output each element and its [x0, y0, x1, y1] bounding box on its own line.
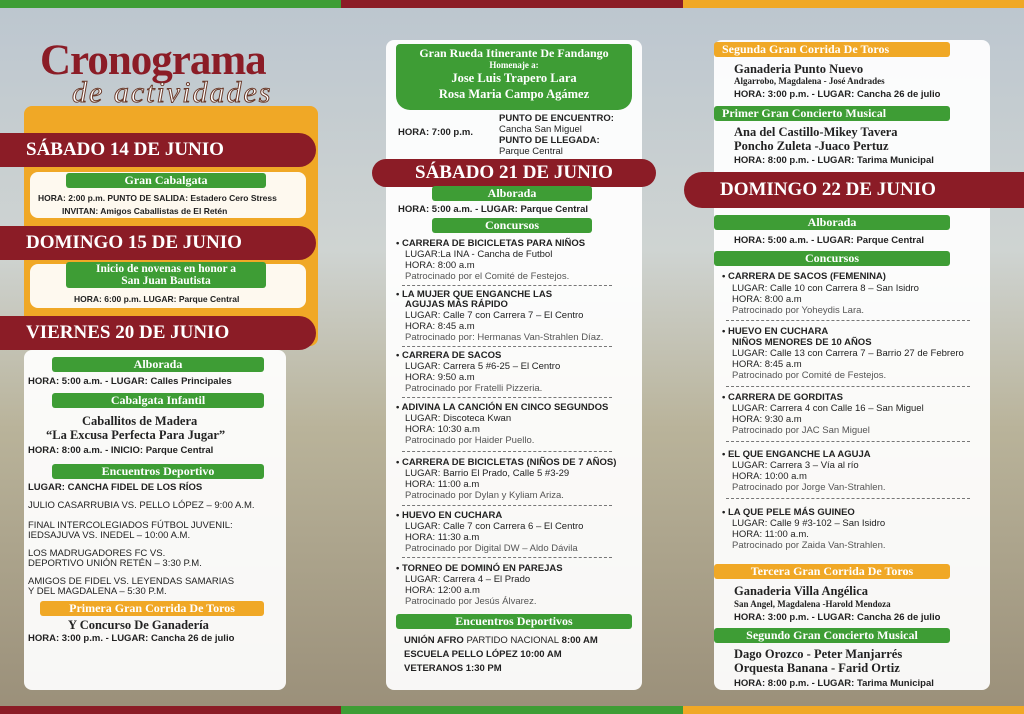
contest-hora: HORA: 10:30 a.m [405, 424, 480, 435]
divider [726, 441, 970, 442]
tercera-corrida-label: Tercera Gran Corrida De Toros [714, 564, 950, 579]
alborada-line-dom22: HORA: 5:00 a.m. - LUGAR: Parque Central [734, 235, 925, 246]
contest-title: • HUEVO EN CUCHARA [722, 326, 829, 337]
contest-hora: HORA: 10:00 a.m [732, 471, 807, 482]
alborada-label-dom22: Alborada [714, 215, 950, 230]
contest-title-2: NIÑOS MENORES DE 10 AÑOS [732, 337, 872, 348]
match-3b: DEPORTIVO UNIÓN RETÉN – 3:30 P.M. [28, 558, 202, 569]
divider [726, 320, 970, 321]
concursos-label-sab21: Concursos [432, 218, 592, 233]
divider [402, 557, 612, 558]
contest-sponsor: Patrocinado por Dylan y Kyliam Ariza. [405, 490, 564, 501]
contest-lugar: LUGAR:La INA - Cancha de Futbol [405, 249, 553, 260]
concursos-label-dom22: Concursos [714, 251, 950, 266]
contest-sponsor: Patrocinado por: Hermanas Van-Strahlen Díaz. [405, 332, 604, 343]
contest-sponsor: Patrocinado por Jesús Álvarez. [405, 596, 537, 607]
rueda-honoree-2: Rosa Maria Campo Agámez [438, 87, 590, 101]
divider [726, 498, 970, 499]
cabalgata-infantil-line: HORA: 8:00 a.m. - INICIO: Parque Central [28, 445, 214, 456]
deportivo-time: 8:00 AM [561, 635, 598, 646]
contest-sponsor: Patrocinado por Zaida Van-Strahlen. [732, 540, 886, 551]
alborada-line-sab21: HORA: 5:00 a.m. - LUGAR: Parque Central [398, 204, 589, 215]
contest-lugar: LUGAR: Calle 13 con Carrera 7 – Barrio 27 de Febrero [732, 348, 964, 359]
contest-title-2: AGUJAS MÁS RÁPIDO [405, 299, 508, 310]
rueda-llegada-label: PUNTO DE LLEGADA: [499, 135, 600, 146]
contest-lugar: LUGAR: Carrera 5 #6-25 – El Centro [405, 361, 561, 372]
contest-sponsor: Patrocinado por Comité de Festejos. [732, 370, 887, 381]
alborada-line-vie20: HORA: 5:00 a.m. - LUGAR: Calles Principales [28, 376, 232, 387]
contest-sponsor: Patrocinado por JAC San Miguel [732, 425, 870, 436]
concierto2-label: Segundo Gran Concierto Musical [714, 628, 950, 643]
contest-lugar: LUGAR: Barrio El Prado, Calle 5 #3-29 [405, 468, 570, 479]
contest-title: • CARRERA DE BICICLETAS (NIÑOS DE 7 AÑOS) [396, 457, 617, 468]
alborada-label-sab21: Alborada [432, 186, 592, 201]
rueda-encuentro-label: PUNTO DE ENCUENTRO: [499, 113, 614, 124]
match-4a: AMIGOS DE FIDEL VS. LEYENDAS SAMARIAS [28, 576, 235, 587]
rueda-llegada-value: Parque Central [499, 146, 563, 157]
contest-lugar: LUGAR: Calle 10 con Carrera 8 – San Isidro [732, 283, 919, 294]
rueda-title: Gran Rueda Itinerante De Fandango [419, 46, 609, 60]
encuentros-label: Encuentros Deportivo [52, 464, 264, 479]
divider [726, 386, 970, 387]
novenas-label [66, 262, 266, 288]
contest-title: • CARRERA DE SACOS [396, 350, 502, 361]
contest-lugar: LUGAR: Calle 7 con Carrera 6 – El Centro [405, 521, 584, 532]
contest-hora: HORA: 11:00 a.m [405, 479, 480, 490]
contest-lugar: LUGAR: Carrera 4 con Calle 16 – San Miguel [732, 403, 924, 414]
tercera-corrida-name: Ganaderia Villa Angélica [734, 584, 869, 598]
concierto1-line: HORA: 8:00 p.m. - LUGAR: Tarima Municipal [734, 155, 934, 166]
divider [402, 285, 612, 286]
contest-sponsor: Patrocinado por Digital DW – Aldo Dávila [405, 543, 578, 554]
primera-corrida-label: Primera Gran Corrida De Toros [40, 601, 264, 616]
match-2b: IEDSAJUVA VS. INEDEL – 10:00 A.M. [28, 530, 191, 541]
day-banner-dom15: DOMINGO 15 DE JUNIO [0, 226, 316, 260]
deportivo-match-1 [404, 635, 598, 646]
segunda-corrida-line: HORA: 3:00 p.m. - LUGAR: Cancha 26 de julio [734, 89, 941, 100]
contest-sponsor: Patrocinado por el Comité de Festejos. [405, 271, 570, 282]
match-3a: LOS MADRUGADORES FC VS. [28, 548, 166, 559]
contest-title: • ADIVINA LA CANCIÓN EN CINCO SEGUNDOS [396, 402, 609, 413]
encuentros-deportivos-label: Encuentros Deportivos [396, 614, 632, 629]
cabalgata-label: Gran Cabalgata [66, 173, 266, 188]
contest-title: • CARRERA DE SACOS (FEMENINA) [722, 271, 886, 282]
segunda-corrida-origin: Algarrobo, Magdalena - José Andrades [734, 76, 885, 86]
novenas-label-line1: Inicio de novenas en honor a [95, 263, 237, 275]
day-banner-vie20: VIERNES 20 DE JUNIO [0, 316, 316, 350]
contest-hora: HORA: 12:00 a.m [405, 585, 480, 596]
contest-hora: HORA: 8:00 a.m [732, 294, 802, 305]
tercera-corrida-line: HORA: 3:00 p.m. - LUGAR: Cancha 26 de julio [734, 612, 941, 623]
concierto1-artists-2: Poncho Zuleta -Juaco Pertuz [734, 139, 889, 153]
divider [402, 505, 612, 506]
day-banner-sab21: SÁBADO 21 DE JUNIO [372, 159, 656, 187]
contest-hora: HORA: 11:00 a.m. [732, 529, 809, 540]
contest-hora: HORA: 8:45 a.m [732, 359, 802, 370]
contest-hora: HORA: 9:50 a.m [405, 372, 475, 383]
deportivo-match-2: ESCUELA PELLO LÓPEZ 10:00 AM [404, 649, 562, 660]
contest-hora: HORA: 8:45 a.m [405, 321, 475, 332]
contest-sponsor: Patrocinado por Yoheydis Lara. [732, 305, 865, 316]
novenas-line1: HORA: 6:00 p.m. LUGAR: Parque Central [74, 294, 240, 304]
rueda-honoree-1: Jose Luis Trapero Lara [451, 71, 577, 85]
segunda-corrida-name: Ganaderia Punto Nuevo [734, 62, 864, 76]
contest-title: • EL QUE ENGANCHE LA AGUJA [722, 449, 871, 460]
contest-title: • TORNEO DE DOMINÓ EN PAREJAS [396, 563, 563, 574]
concierto2-artists-2: Orquesta Banana - Farid Ortiz [734, 661, 900, 675]
rueda-encuentro-value: Cancha San Miguel [499, 124, 582, 135]
page-title: Cronograma [40, 37, 266, 84]
top-color-bar [0, 0, 1024, 8]
match-4b: Y DEL MAGDALENA – 5:30 P.M. [28, 586, 167, 597]
deportivo-team-b: PARTIDO NACIONAL [466, 635, 560, 646]
cabalgata-line1: HORA: 2:00 p.m. PUNTO DE SALIDA: Estadero Cero Stress [38, 193, 277, 203]
primera-corrida-name: Y Concurso De Ganadería [68, 618, 209, 632]
contest-lugar: LUGAR: Carrera 3 – Vía al río [732, 460, 859, 471]
contest-sponsor: Patrocinado por Fratelli Pizzeria. [405, 383, 543, 394]
divider [402, 397, 612, 398]
contest-sponsor: Patrocinado por Haider Puello. [405, 435, 535, 446]
match-2a: FINAL INTERCOLEGIADOS FÚTBOL JUVENIL: [28, 520, 233, 531]
contest-lugar: LUGAR: Carrera 4 – El Prado [405, 574, 531, 585]
contest-hora: HORA: 8:00 a.m [405, 260, 475, 271]
contest-lugar: LUGAR: Calle 9 #3-102 – San Isidro [732, 518, 886, 529]
contest-title: • CARRERA DE GORDITAS [722, 392, 844, 403]
contest-title: • HUEVO EN CUCHARA [396, 510, 503, 521]
contest-hora: HORA: 9:30 a.m [732, 414, 802, 425]
day-banner-sab14: SÁBADO 14 DE JUNIO [0, 133, 316, 167]
page-subtitle: de actividades [72, 76, 273, 109]
divider [402, 451, 612, 452]
cabalgata-infantil-label: Cabalgata Infantil [52, 393, 264, 408]
deportivo-match-3: VETERANOS 1:30 PM [404, 663, 502, 674]
alborada-label-vie20: Alborada [52, 357, 264, 372]
concierto1-artists-1: Ana del Castillo-Mikey Tavera [734, 125, 898, 139]
rueda-homenaje: Homenaje a: [489, 60, 539, 70]
contest-title: • LA MUJER QUE ENGANCHE LAS [396, 289, 553, 300]
rueda-card [396, 44, 632, 110]
day-banner-dom22: DOMINGO 22 DE JUNIO [684, 172, 1024, 208]
segunda-corrida-label: Segunda Gran Corrida De Toros [714, 42, 950, 57]
rueda-hora: HORA: 7:00 p.m. [398, 127, 473, 138]
contest-hora: HORA: 11:30 a.m [405, 532, 480, 543]
cabalgata-line2: INVITAN: Amigos Caballistas de El Retén [62, 206, 228, 216]
contest-title: • CARRERA DE BICICLETAS PARA NIÑOS [396, 238, 586, 249]
contest-sponsor: Patrocinado por Jorge Van-Strahlen. [732, 482, 886, 493]
caballitos-slogan: “La Excusa Perfecta Para Jugar” [46, 428, 226, 442]
concierto1-label: Primer Gran Concierto Musical [714, 106, 950, 121]
match-1: JULIO CASARRUBIA VS. PELLO LÓPEZ – 9:00 A.M. [28, 500, 255, 511]
novenas-label-line2: San Juan Bautista [121, 275, 211, 287]
contest-title: • LA QUE PELE MÁS GUINEO [722, 507, 855, 518]
concierto2-line: HORA: 8:00 p.m. - LUGAR: Tarima Municipal [734, 678, 934, 689]
encuentros-lugar: LUGAR: CANCHA FIDEL DE LOS RÍOS [28, 482, 203, 493]
bottom-color-bar [0, 706, 1024, 714]
contest-lugar: LUGAR: Calle 7 con Carrera 7 – El Centro [405, 310, 584, 321]
concierto2-artists-1: Dago Orozco - Peter Manjarrés [734, 647, 903, 661]
deportivo-team-a: UNIÓN AFRO [404, 635, 464, 646]
caballitos-name: Caballitos de Madera [82, 414, 198, 428]
tercera-corrida-origin: San Angel, Magdalena -Harold Mendoza [734, 599, 891, 609]
primera-corrida-line: HORA: 3:00 p.m. - LUGAR: Cancha 26 de julio [28, 633, 235, 644]
contest-lugar: LUGAR: Discoteca Kwan [405, 413, 512, 424]
divider [402, 346, 612, 347]
